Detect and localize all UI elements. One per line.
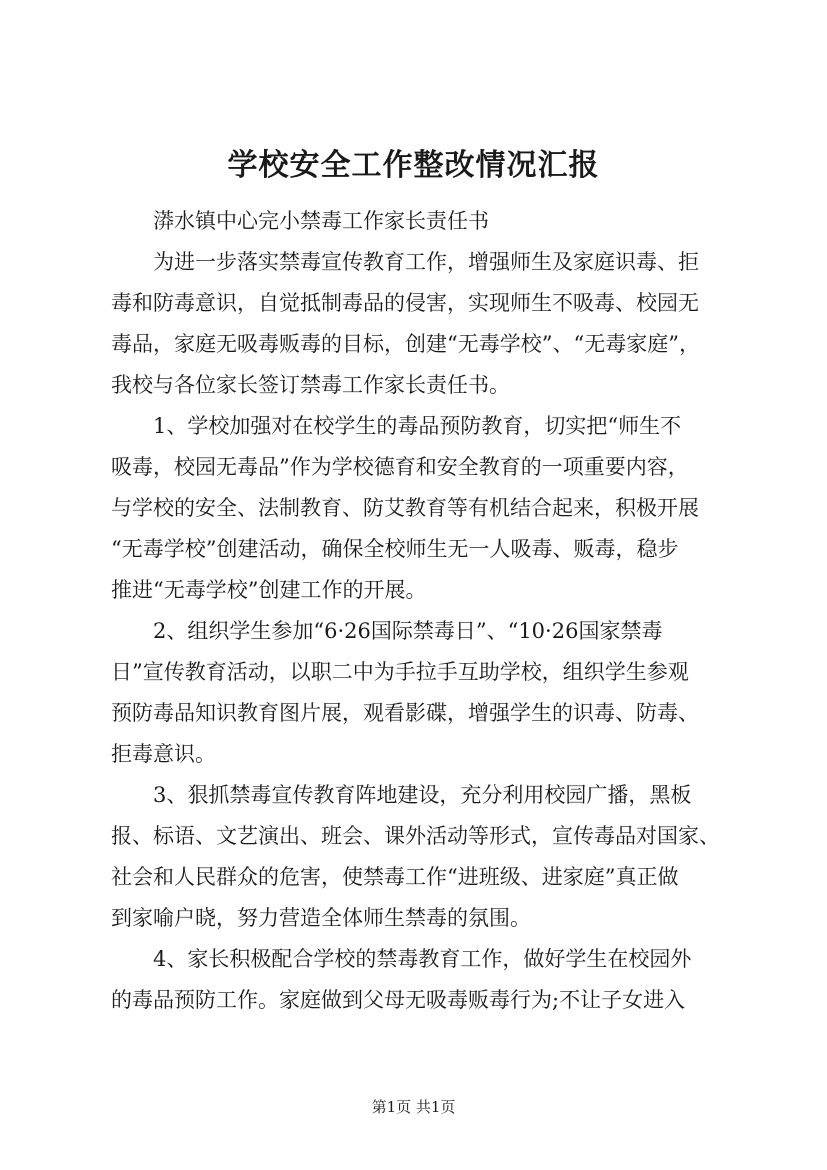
paragraph-line: 与学校的安全、法制教育、防艾教育等有机结合起来，积极开展: [111, 496, 699, 520]
paragraph-line: 报、标语、文艺演出、班会、课外活动等形式，宣传毒品对国家、: [111, 824, 720, 848]
subtitle-line: 漭水镇中心完小禁毒工作家长责任书: [153, 209, 489, 233]
page-footer: 第1页 共1页: [371, 1098, 456, 1116]
paragraph-line: 3、狠抓禁毒宣传教育阵地建设，充分利用校园广播，黑板: [153, 783, 692, 807]
paragraph-line: 2、组织学生参加“6·26国际禁毒日”、“10·26国家禁毒: [153, 619, 663, 643]
paragraph-line: 吸毒，校园无毒品”作为学校德育和安全教育的一项重要内容，: [111, 455, 689, 479]
document-body: [111, 201, 729, 1021]
paragraph-line: 1、学校加强对在校学生的毒品预防教育，切实把“师生不: [153, 414, 682, 438]
paragraph-line: 4、家长积极配合学校的禁毒教育工作，做好学生在校园外: [153, 947, 692, 971]
paragraph-line: 社会和人民群众的危害，使禁毒工作“进班级、进家庭”真正做: [111, 865, 679, 889]
paragraph-line: 日”宣传教育活动，以职二中为手拉手互助学校，组织学生参观: [111, 660, 689, 684]
paragraph-line: 为进一步落实禁毒宣传教育工作，增强师生及家庭识毒、拒: [153, 250, 699, 274]
paragraph-line: 毒品，家庭无吸毒贩毒的目标，创建“无毒学校”、“无毒家庭”，: [111, 332, 700, 356]
paragraph-line: 的毒品预防工作。家庭做到父母无吸毒贩毒行为;不让子女进入: [111, 988, 686, 1012]
document-title: 学校安全工作整改情况汇报: [227, 148, 600, 183]
paragraph-line: 拒毒意识。: [111, 742, 216, 766]
paragraph-line: “无毒学校”创建活动，确保全校师生无一人吸毒、贩毒，稳步: [111, 537, 679, 561]
paragraph-line: 毒和防毒意识，自觉抵制毒品的侵害，实现师生不吸毒、校园无: [111, 291, 699, 315]
paragraph-line: 推进“无毒学校”创建工作的开展。: [111, 578, 427, 602]
paragraph-line: 到家喻户晓，努力营造全体师生禁毒的氛围。: [111, 906, 531, 930]
paragraph-line: 我校与各位家长签订禁毒工作家长责任书。: [111, 373, 510, 397]
paragraph-line: 预防毒品知识教育图片展，观看影碟，增强学生的识毒、防毒、: [111, 701, 699, 725]
